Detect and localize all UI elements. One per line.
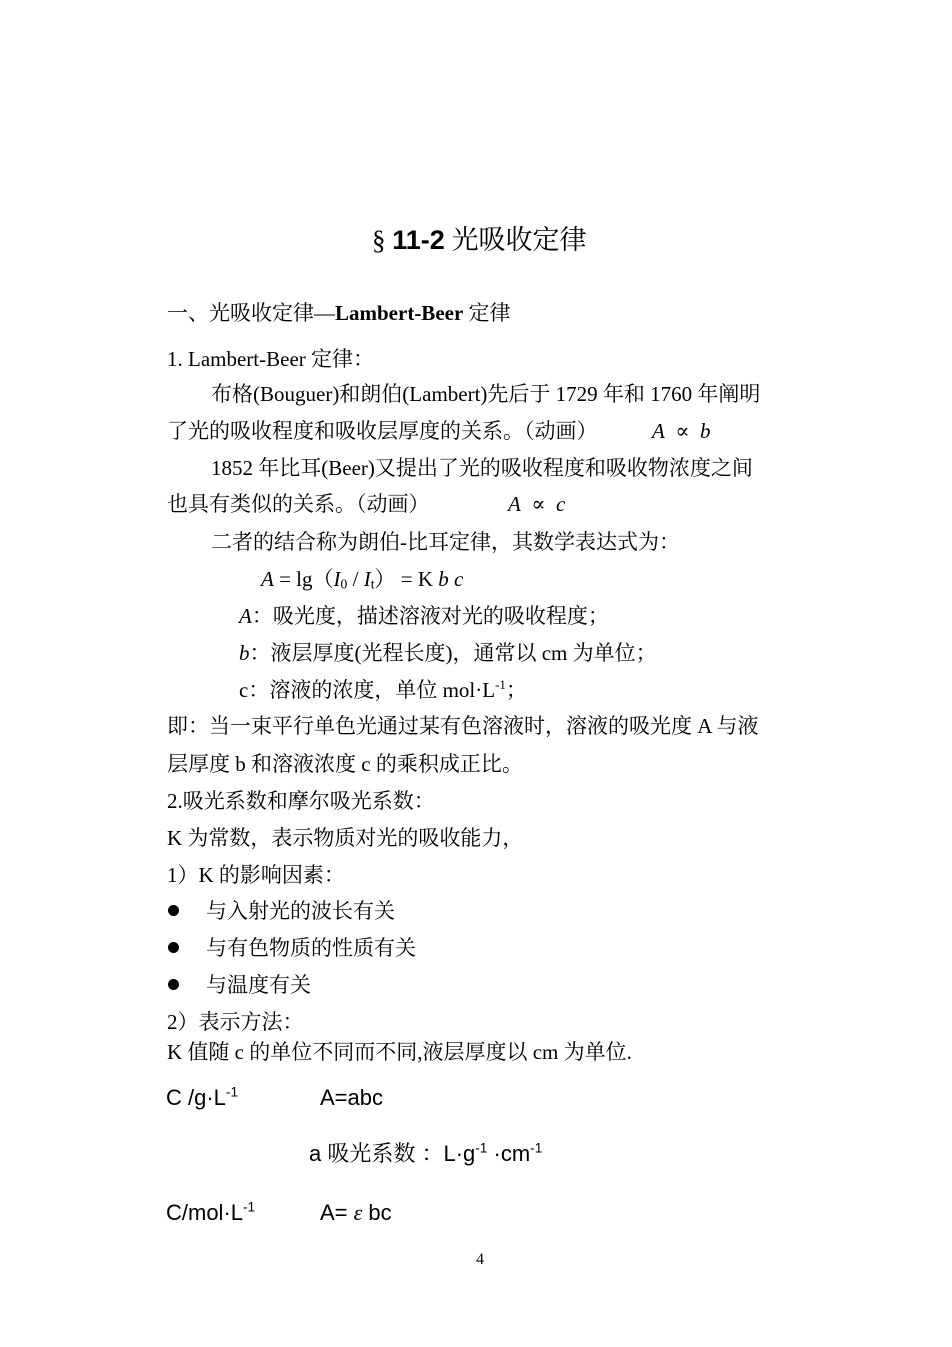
unit-row2-absorptivity: a 吸光系数 ：$L\cdot g^{-1} \cdot cm^{-1}$: [309, 1140, 543, 1166]
unit-row3-concentration: $C/mol\cdot L^{-1}$: [166, 1199, 256, 1225]
formula-a-prop-b: A ∝ b: [652, 419, 711, 443]
repr-title: 2）表示方法：: [167, 1010, 304, 1034]
bullet-dot: [168, 979, 179, 990]
unit-row1-formula: A=abc: [320, 1085, 383, 1110]
para1-line2: 了光的吸收程度和吸收层厚度的关系。（动画）: [167, 419, 598, 443]
title-text: 光吸收定律: [451, 225, 587, 255]
main-formula: $A = \lg(I_0 / I_t) = K$ b c: [261, 567, 464, 592]
formula-a-prop-c: A ∝ c: [508, 492, 566, 516]
bullet-dot: [168, 942, 179, 953]
section-mark: §: [372, 225, 386, 255]
k-definition: K 为常数，表示物质对光的吸收能力，: [167, 826, 524, 850]
page-number: 4: [476, 1251, 484, 1268]
para3: 二者的结合称为朗伯-比耳定律，其数学表达式为：: [211, 530, 680, 554]
bullet-dot: [168, 905, 179, 916]
k-factors-title: 1）K 的影响因素：: [167, 863, 345, 887]
subheading-law: 1. Lambert-Beer 定律：: [167, 347, 375, 371]
repr-line: K 值随 c 的单位不同而不同,液层厚度以 cm 为单位.: [167, 1040, 632, 1064]
para2-line1: 1852 年比耳(Beer)又提出了光的吸收程度和吸收物浓度之间: [211, 456, 753, 480]
para4-line2: 层厚度 b 和溶液浓度 c 的乘积成正比。: [167, 752, 523, 776]
para4-line1: 即：当一束平行单色光通过某有色溶液时，溶液的吸光度 A 与液: [167, 714, 759, 738]
def-absorbance: A：吸光度，描述溶液对光的吸收程度；: [239, 604, 609, 628]
def-concentration: c：溶液的浓度，单位 $mol\cdot L^{-1}$；: [239, 676, 527, 702]
bullet-item: 与入射光的波长有关: [206, 899, 395, 923]
para2-line2: 也具有类似的关系。（动画）: [167, 492, 430, 516]
para1-line1: 布格(Bouguer)和朗伯(Lambert)先后于 1729 年和 1760 年阐明: [211, 382, 761, 406]
def-thickness: b：液层厚度(光程长度)，通常以 cm 为单位；: [239, 641, 657, 665]
bullet-item: 与温度有关: [206, 973, 311, 997]
bullet-item: 与有色物质的性质有关: [206, 936, 416, 960]
subheading-coefficients: 2.吸光系数和摩尔吸光系数：: [167, 789, 435, 813]
unit-row3-formula: A= ε bc: [320, 1200, 392, 1225]
unit-row1-concentration: C $/g\cdot L^{-1}$: [166, 1084, 239, 1110]
page-title: [372, 224, 587, 256]
section-number: 11-2: [392, 225, 445, 255]
heading-lambert-beer: 一、光吸收定律—Lambert-Beer 定律: [167, 301, 511, 325]
